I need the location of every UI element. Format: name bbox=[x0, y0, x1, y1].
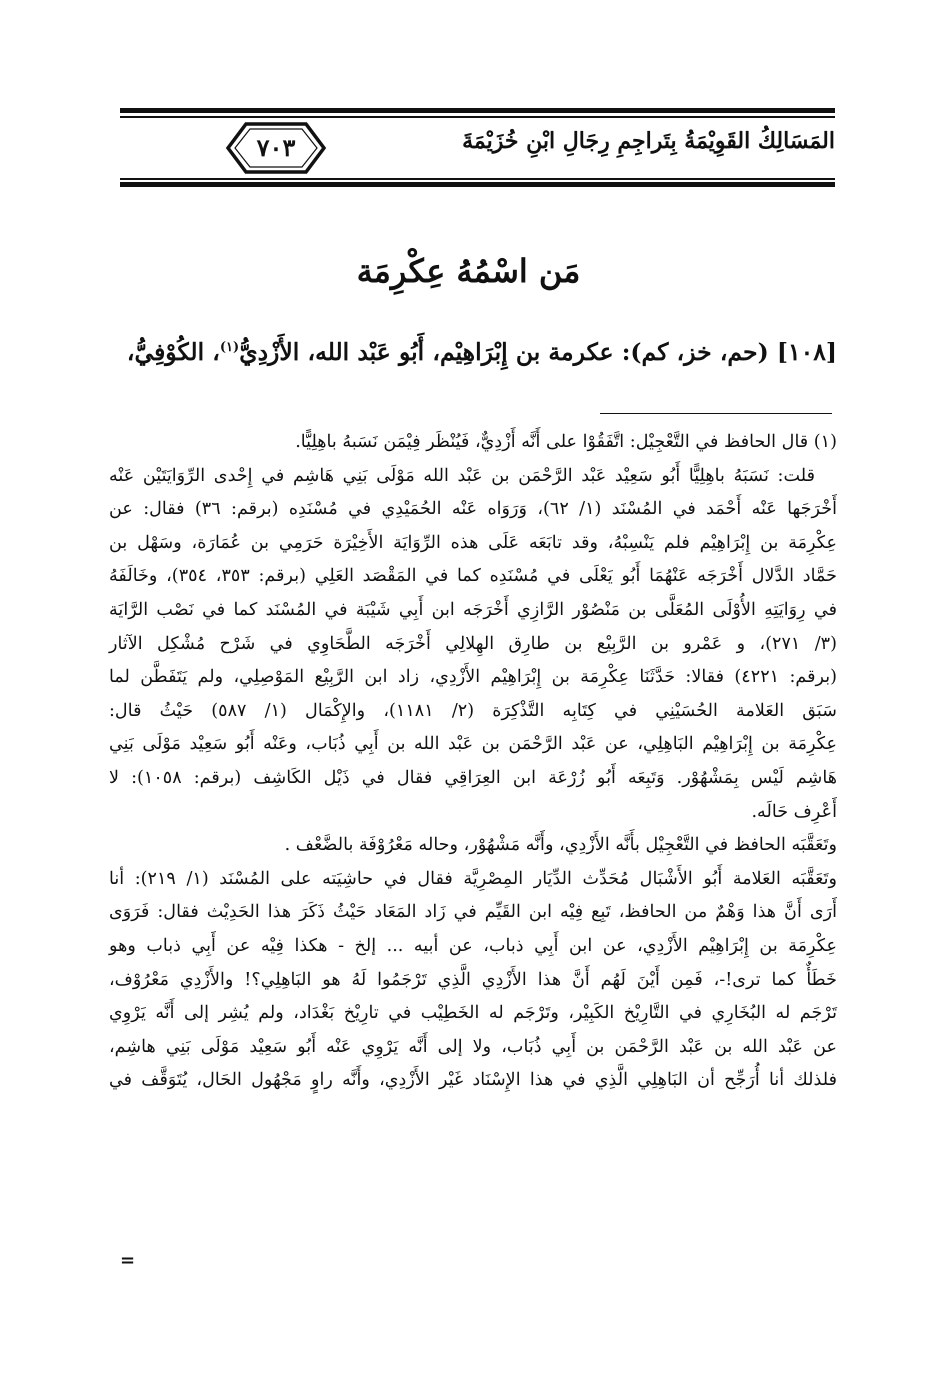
page-number: ٧٠٣ bbox=[256, 133, 296, 162]
footnote-line: أَرَى أَنَّ هذا وَهْمٌ من الحافظ، تَبِع فِيْه ابن القَيِّم في زَاد المَعَاد حَيْثُ ذَكَرَ هذا الحَدِيْث فقال: فَرَوَى bbox=[109, 902, 837, 923]
running-title: المَسَالِكُ القَوِيْمَةُ بِتَراجِمِ رِجَالِ ابْنِ خُزَيْمَةَ bbox=[462, 128, 835, 154]
footnote-line: عِكْرِمَة بن إِبْرَاهِيْم فلم يَنْسِبْهُ، وقد تابَعَه عَلَى هذه الرِّوَايَة الأَخِيْرَة حَرَمِي بن عُمَارَة، وسَهْل بن bbox=[109, 532, 837, 553]
footnote-line: حَمَّاد الدَّلال أَخْرَجَه عَنْهُمَا أَبُو يَعْلَى في مُسْنَدِه كما في المَقْصَد العَلِي (برقم: ٣٥٣، ٣٥٤)، وخَالَفَهُ bbox=[109, 566, 837, 587]
header-rule-bottom-thick bbox=[120, 182, 835, 187]
continuation-mark: = bbox=[120, 1250, 136, 1271]
footnote-body bbox=[109, 426, 837, 1098]
footnote-line: (برقم: ٤٢٢١) فقالا: حَدَّثَنَا عِكْرِمَة بن إِبْرَاهِيْم الأَزْدِي، زاد ابن الرَّبِيْع المَوْصِلِي، ولم يَتَفَطَّن لما bbox=[109, 667, 837, 688]
header-rule-bottom-thin bbox=[120, 178, 835, 180]
section-title: مَن اسْمُهُ عِكْرِمَة bbox=[356, 252, 581, 290]
header-rule-top-thick bbox=[120, 108, 835, 113]
page-number-frame bbox=[224, 120, 328, 176]
footnote-line: خَطَأٌ كما ترى!-، فَمِن أَيْنَ لَهُم أَنَّ هذا الأَزْدِي الَّذِي تَرْجَمُوا لَهُ هو البَاهِلِي؟! والأَزْدِي مَعْرُوْف، bbox=[109, 969, 837, 990]
footnote-line: تَرْجَم له البُخَارِي في التَّارِيْخ الكَبِيْر، وتَرْجَم له الخَطِيْب في تارِيْخ بَغْدَاد، ولم يُشِر إلى أَنَّه يَرْوِي bbox=[109, 1003, 837, 1024]
footnote-line: (٣/ ٢٧١)، و عَمْرو بن الرَّبِيْع بن طارِق الهِلالِي أَخْرَجَه الطَّحَاوِي في شَرْح مُشْكِل الآثار bbox=[109, 633, 837, 654]
footnote-line: أَعْرِف حَالَه. bbox=[751, 801, 837, 822]
entry-heading-text: [١٠٨] (حم، خز، كم): عكرمة بن إِبْرَاهِيْم، أَبُو عَبْد الله، الأَزْدِيُّ bbox=[239, 338, 837, 366]
footnote-line: فلذلك أنا أُرَجِّح أن البَاهِلِي الَّذِي في هذا الإِسْنَاد غَيْر الأَزْدِي، وأَنَّه راوٍ مَجْهُول الحَال، يُتَوَقَّف في bbox=[109, 1070, 837, 1091]
footnote-line: (١) قال الحافظ في التَّعْجِيْل: اتَّفَقُوْا على أَنَّه أَزْدِيٌّ، فَيُنْظَر فِيْمَن نَسَبهُ باهِلِيًّا. bbox=[295, 432, 837, 452]
footnote-separator bbox=[600, 413, 832, 414]
footnote-line: أَخْرَجَها عَنْه أَحْمَد في المُسْنَد (١/ ٦٢)، وَرَوَاه عَنْه الحُمَيْدِي في مُسْنَدِه (برقم: ٣٦) فقال: عن bbox=[109, 499, 837, 520]
footnote-line: وتَعَقَّبَه الحافظ في التَّعْجِيْل بأَنَّه الأَزْدِي، وأَنَّه مَشْهُوْر، وحاله مَعْرُوْفَة بالضَّعْف . bbox=[284, 835, 837, 856]
header-rule-top-thin bbox=[120, 116, 835, 118]
footnote-line: في رِوَايَتِهِ الأُوْلَى المُعَلَّى بن مَنْصُوْر الرَّازِي أَخْرَجَه ابن أَبِي شَيْبَة في المُسْنَد كما في نَصْب الرَّايَة bbox=[109, 599, 837, 620]
footnote-reference[interactable]: (١) bbox=[219, 340, 240, 356]
footnote-line: قلت: نَسَبَهُ باهِلِيًّا أَبُو سَعِيْد عَبْد الرَّحْمَن بن عَبْد الله مَوْلَى بَنِي هَاشِم في إِحْدى الرِّوَايَتَيْن عَنْه bbox=[109, 465, 815, 486]
entry-heading-tail: ، الكُوْفِيُّ، bbox=[126, 338, 220, 366]
footnote-line: عن عَبْد الله بن عَبْد الرَّحْمَن بن أَبِي ذُبَاب، ولا إلى أَنَّه يَرْوِي عَنْه أَبُو سَعِيْد مَوْلَى بَنِي هاشِم، bbox=[109, 1036, 837, 1057]
entry-heading bbox=[97, 338, 837, 366]
footnote-line: وتَعَقَّبَه العَلامة أَبُو الأَشْبَال مُحَدِّث الدِّيَار المِصْرِيَّة فقال في حاشِيَته على المُسْنَد (١/ ٢١٩): أنا bbox=[109, 868, 838, 889]
footnote-line: سَبَق العَلامة الحُسَيْنِي في كِتَابِه التَّذْكِرَة (٢/ ١١٨١)، والإِكْمَال (١/ ٥٨٧) حَيْثُ قال: bbox=[109, 700, 837, 721]
footnote-line: عِكْرِمَة بن إِبْرَاهِيْم الأَزْدِي، عن ابن أَبِي ذباب، عن أبيه ... إلخ - هكذا فِيْه عن أَبِي ذباب وهو bbox=[109, 935, 837, 956]
footnote-line: هَاشِم لَيْس بِمَشْهُوْر. وَتَبِعَه أَبُو زُرْعَة ابن العِرَاقِي فقال في ذَيْل الكَاشِف (برقم: ١٠٥٨): لا bbox=[109, 767, 838, 788]
footnote-line: عِكْرِمَة بن إِبْرَاهِيْم البَاهِلِي، عن عَبْد الرَّحْمَن بن عَبْد الله بن أَبِي ذُبَاب، وعَنْه أَبُو سَعِيْد مَوْلَى بَنِي bbox=[109, 734, 837, 755]
